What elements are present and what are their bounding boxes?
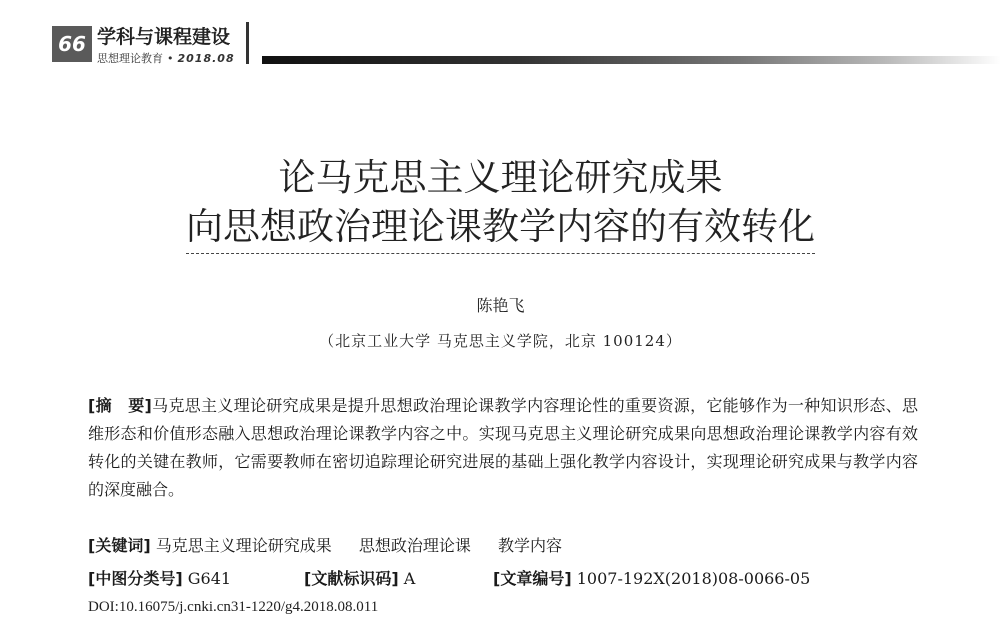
page-number: 66 <box>52 26 92 62</box>
article-title-line-2-wrapper <box>0 196 1001 254</box>
doc-code-label: [文献标识码] <box>304 569 399 588</box>
classification-row <box>88 566 918 589</box>
article-title-line-2: 向思想政治理论课教学内容的有效转化 <box>186 196 815 254</box>
header-divider <box>246 22 249 64</box>
keywords-label: [关键词] <box>88 536 151 555</box>
author-affiliation: （北京工业大学 马克思主义学院，北京 100124） <box>319 332 682 350</box>
article-number-value: 1007-192X(2018)08-0066-05 <box>576 569 811 588</box>
abstract-label: [摘 要] <box>88 396 152 415</box>
keyword-item: 思想政治理论课 <box>358 536 471 555</box>
doc-code-value: A <box>403 569 416 588</box>
doi[interactable]: DOI:10.16075/j.cnki.cn31-1220/g4.2018.08.011 <box>88 599 379 615</box>
section-title: 学科与课程建设 <box>97 26 231 48</box>
keyword-item: 教学内容 <box>497 536 562 555</box>
journal-name: 思想理论教育 <box>97 52 163 65</box>
clc-value: G641 <box>187 569 232 588</box>
article-number-label: [文章编号] <box>493 569 572 588</box>
page-header <box>0 0 1001 72</box>
article-number-cell <box>493 566 810 589</box>
doc-code-cell <box>304 566 493 589</box>
abstract <box>88 392 918 504</box>
bullet-separator: • <box>167 52 174 65</box>
header-gradient-bar <box>262 56 1001 64</box>
keywords <box>88 533 584 556</box>
article-title-line-1: 论马克思主义理论研究成果 <box>278 156 723 199</box>
keyword-item: 马克思主义理论研究成果 <box>155 536 332 555</box>
journal-issue: 2018.08 <box>177 52 235 65</box>
clc-label: [中图分类号] <box>88 569 183 588</box>
abstract-text: 马克思主义理论研究成果是提升思想政治理论课教学内容理论性的重要资源，它能够作为一种知识形态、思维形态和价值形态融入思想政治理论课教学内容之中。实现马克思主义理论研究成果向思想政治理论课教学内容有效转化的关键在教师，它需要教师在密切追踪理论研究进展的基础上强化教学内容设计，实现理论研究成果与教学内容的深度融合。 <box>88 396 918 499</box>
journal-info <box>97 50 235 66</box>
author-name: 陈艳飞 <box>476 296 525 315</box>
clc-cell <box>88 566 304 589</box>
